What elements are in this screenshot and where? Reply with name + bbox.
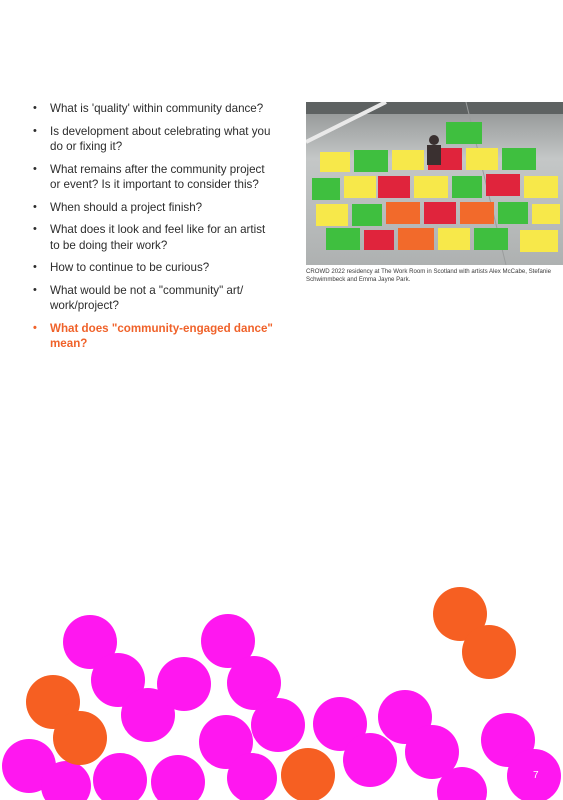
bullet-dot: • — [33, 124, 37, 137]
bullet-dot: • — [33, 200, 37, 213]
bullet-dot: • — [33, 223, 37, 236]
bullet-text: What does "community-engaged dance" mean? — [50, 321, 273, 351]
bullet-dot: • — [33, 321, 37, 334]
bullet-text: What remains after the community project or event? Is it important to consider this? — [50, 162, 265, 191]
page-number: 7 — [533, 770, 539, 781]
photo-caption: CROWD 2022 residency at The Work Room in Scotland with artists Alex McCabe, Stefanie Schwimmbeck and Emma Jayne Park. — [306, 268, 551, 284]
bullet-dot: • — [33, 102, 37, 114]
bullet-text: When should a project finish? — [50, 200, 203, 214]
bullet-text: What would be not a "community" art/ work/project? — [50, 283, 244, 313]
bullet-dot: • — [33, 283, 37, 296]
bullet-text: What is 'quality' within community dance? — [50, 102, 264, 115]
bullet-dot: • — [33, 162, 37, 175]
bullet-dot: • — [33, 261, 37, 274]
bullet-text: How to continue to be curious? — [50, 261, 210, 275]
bullet-text: Is development about celebrating what you do or fixing it? — [50, 124, 271, 153]
bullet-text: What does it look and feel like for an artist to be doing their work? — [50, 223, 266, 252]
